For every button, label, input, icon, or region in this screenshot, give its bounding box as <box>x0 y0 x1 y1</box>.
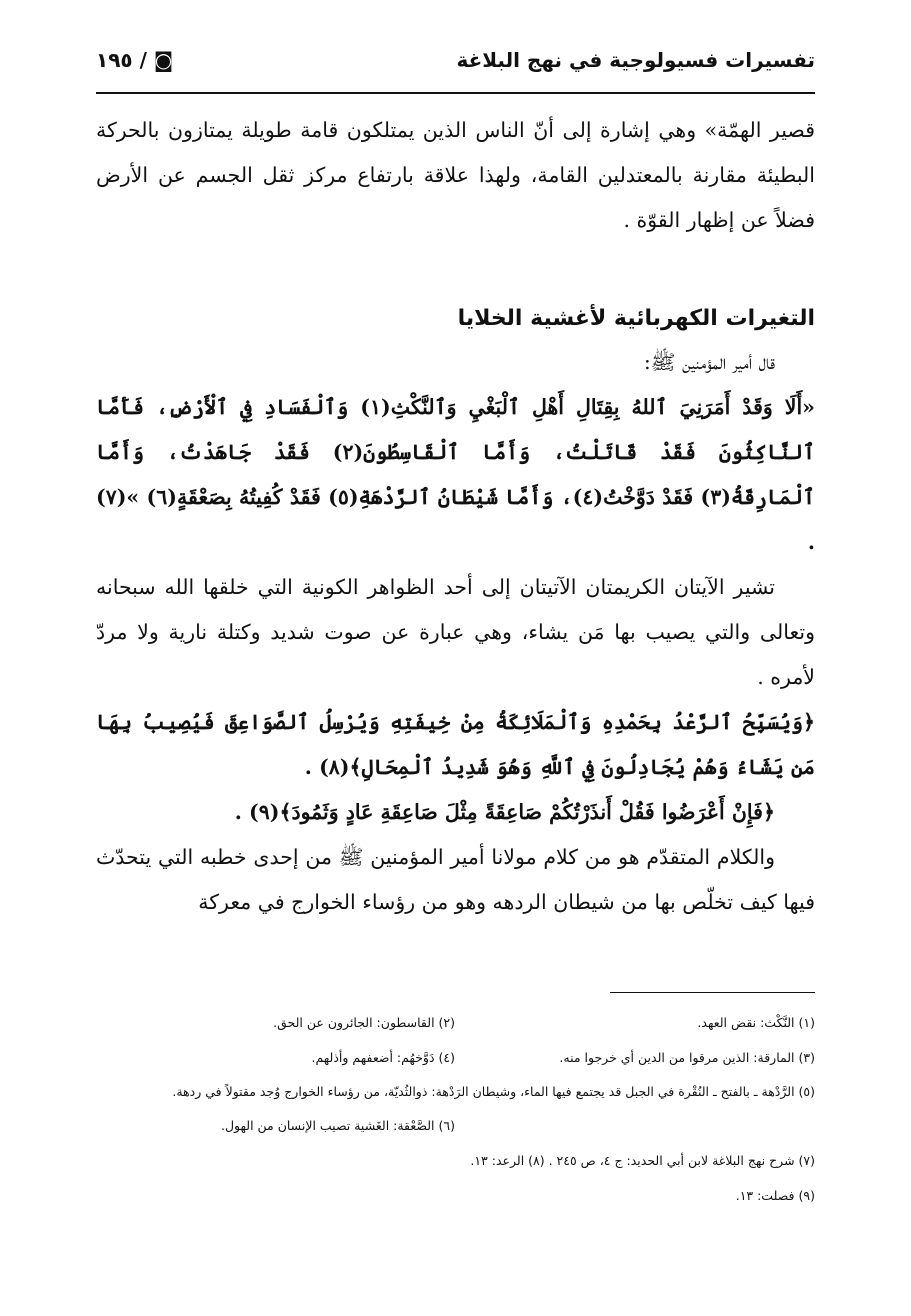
footnote-9: (٩) فصلت: ١٣. <box>735 1188 815 1203</box>
footnote-1: (١) النَّكْث: نقض العهد. <box>697 1015 815 1030</box>
header-divider <box>96 92 815 94</box>
footnote-6: (٦) الصَّعْقة: الغَشية تصيب الإنسان من الهول. <box>220 1118 455 1133</box>
footnote-5: (٥) الرَّدْهة ـ بالفتح ـ النُقْرة في الجبل قد يجتمع فيها الماء، وشيطان الرَدْهة: ذوالثُديّة، من رؤساء الخوارج وُجد مقتولاً في ردهة. <box>172 1084 815 1099</box>
footnote-row <box>96 1005 815 1040</box>
paragraph-closing: والكلام المتقدّم هو من كلام مولانا أمير المؤمنين ﷺ من إحدى خطبه التي يتحدّث فيها كيف تخلّص بها من شيطان الردهه وهو من رؤساء الخوارج في معركة <box>96 845 815 914</box>
paragraph-explanation: تشير الآيتان الكريمتان الآتيتان إلى أحد الظواهر الكونية التي خلقها الله سبحانه وتعالى والتي يصيب بها مَن يشاء، وهي عبارة عن صوت شديد وكتلة نارية ولا مردّ لأمره . <box>96 575 815 689</box>
footnote-spacer <box>455 1108 815 1143</box>
paragraph-said: قال أمير المؤمنين ﷺ: <box>643 350 775 374</box>
main-text <box>96 108 815 925</box>
footnote-3: (٣) المارقة: الذين مرقوا من الدين أي خرجوا منه. <box>559 1050 815 1065</box>
section-heading: التغيرات الكهربائية لأغشية الخلايا <box>457 306 815 331</box>
running-title: تفسيرات فسيولوجية في نهج البلاغة <box>456 48 815 72</box>
section-gap <box>96 243 815 298</box>
footnote-divider <box>610 992 815 993</box>
page-number: ١٩٥ / ◙ <box>96 48 174 72</box>
footnote-row <box>96 1040 815 1075</box>
paragraph-quote: «أَلَا وَقَدْ أَمَرَنِيَ ٱللهُ بِقِتَالِ أَهْلِ ٱلْبَغْيِ وَٱلنَّكْثِ(١) وَٱلْفَسَادِ فِي ٱلْأَرْضِ، فَأَمَّا ٱلنَّاكِثُونَ فَقَدْ قَاتَلْتُ، وَأَمَّا ٱلْقَاسِطُونَ(٢) فَقَدْ جَاهَدْتُ، وَأَمَّا ٱلْمَارِقَةُ(٣) فَقَدْ دَوَّخْتُ(٤)، وَأَمَّا شَيْطَانُ ٱلرَّدْهَةِ(٥) فَقَدْ كُفِيتُهُ بِصَعْقَةٍ(٦) »(٧) . <box>96 395 816 554</box>
running-header <box>96 44 815 84</box>
quran-verse-2: ﴿فَإِنْ أَعْرَضُوا فَقُلْ أَنذَرْتُكُمْ صَاعِقَةً مِثْلَ صَاعِقَةِ عَادٍ وَثَمُودَ﴾(٩) . <box>234 800 775 824</box>
footnote-2: (٢) القاسطون: الجائرون عن الحق. <box>273 1015 455 1030</box>
footnote-row <box>96 1108 815 1143</box>
paragraph-intro: قصير الهمّة» وهي إشارة إلى أنّ الناس الذين يمتلكون قامة طويلة يمتازون بالحركة البطيئة مقارنة بالمعتدلين القامة، ولهذا علاقة بارتفاع مركز ثقل الجسم عن الأرض فضلاً عن إظهار القوّة . <box>96 118 815 232</box>
footnotes <box>96 1005 815 1213</box>
footnote-7-8: (٧) شرح نهج البلاغة لابن أبي الحديد: ج ٤، ص ٢٤٥ . (٨) الرعد: ١٣. <box>470 1153 815 1168</box>
footnote-4: (٤) دَوَّخهُم: أضعفهم وأذلهم. <box>311 1050 455 1065</box>
quran-verse-1: ﴿وَيُسَبِّحُ ٱلرَّعْدُ بِحَمْدِهِ وَٱلْمَلَائِكَةُ مِنْ خِيفَتِهِ وَيُرْسِلُ ٱلصَّوَاعِقَ فَيُصِيبُ بِهَا مَن يَشَاءُ وَهُمْ يُجَادِلُونَ فِي ٱللَّهِ وَهُوَ شَدِيدُ ٱلْمِحَالِ﴾(٨) . <box>96 710 815 779</box>
